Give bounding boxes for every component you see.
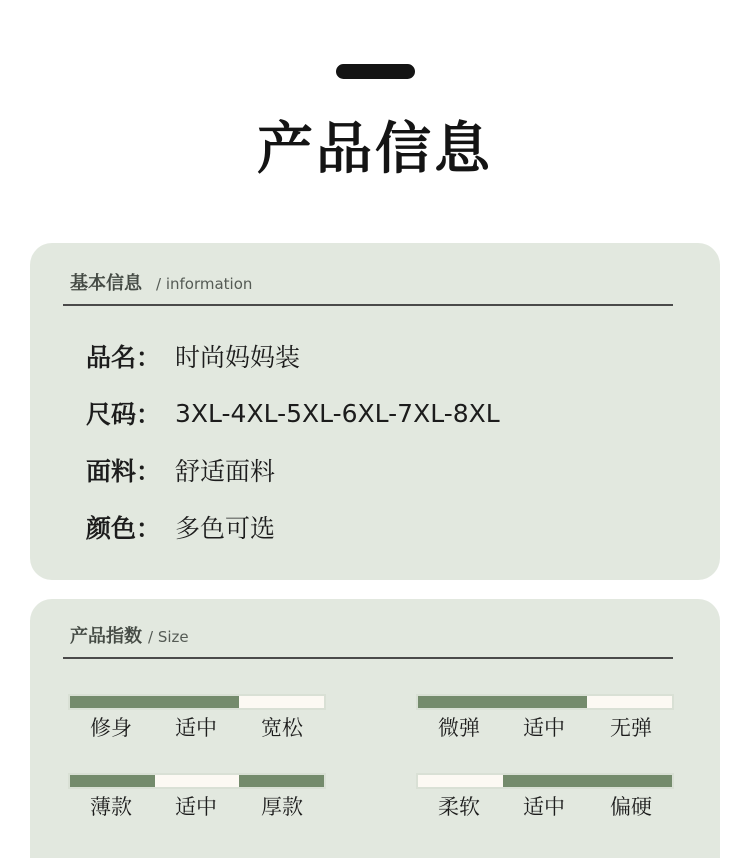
info-value: 多色可选	[175, 514, 276, 543]
basic-info-header	[70, 269, 252, 295]
section-divider	[63, 304, 673, 306]
info-row-size	[86, 395, 500, 431]
softness-scale-bar	[416, 773, 674, 789]
scale-label: 修身	[90, 716, 132, 740]
info-row-fabric	[86, 452, 275, 488]
section-subtitle: / Size	[148, 628, 189, 646]
info-value: 3XL-4XL-5XL-6XL-7XL-8XL	[175, 398, 500, 428]
scale-label: 适中	[175, 716, 217, 740]
info-label: 品名：	[86, 343, 162, 372]
product-index-card	[30, 599, 720, 858]
scale-segment	[70, 775, 155, 787]
scale-label: 薄款	[90, 795, 132, 819]
scale-label: 偏硬	[610, 795, 652, 819]
fit-scale-bar	[68, 694, 326, 710]
scale-segment	[155, 696, 240, 708]
scale-segment	[418, 696, 503, 708]
section-title: 基本信息	[70, 273, 142, 294]
scale-segment	[503, 775, 588, 787]
scale-segment	[239, 696, 324, 708]
scale-label: 宽松	[261, 716, 303, 740]
basic-info-card	[30, 243, 720, 580]
section-title: 产品指数	[70, 626, 142, 647]
scale-segment	[587, 775, 672, 787]
thickness-scale-bar	[68, 773, 326, 789]
scale-label: 厚款	[261, 795, 303, 819]
info-row-color	[86, 509, 275, 545]
decorative-pill	[336, 64, 415, 79]
scale-label: 无弹	[610, 716, 652, 740]
scale-segment	[239, 775, 324, 787]
info-value: 时尚妈妈装	[175, 343, 301, 372]
scale-segment	[587, 696, 672, 708]
info-label: 尺码：	[86, 400, 162, 429]
scale-segment	[155, 775, 240, 787]
scale-segment	[503, 696, 588, 708]
scale-label: 适中	[175, 795, 217, 819]
info-label: 颜色：	[86, 514, 162, 543]
scale-segment	[70, 696, 155, 708]
scale-label: 适中	[523, 795, 565, 819]
elasticity-scale-bar	[416, 694, 674, 710]
scale-label: 微弹	[438, 716, 480, 740]
info-value: 舒适面料	[175, 457, 276, 486]
scale-label: 适中	[523, 716, 565, 740]
page-title: 产品信息	[257, 117, 493, 182]
scale-segment	[418, 775, 503, 787]
info-label: 面料：	[86, 457, 162, 486]
product-index-header	[70, 622, 189, 648]
section-divider	[63, 657, 673, 659]
section-subtitle: / information	[156, 275, 253, 293]
info-row-name	[86, 338, 300, 374]
scale-label: 柔软	[438, 795, 480, 819]
